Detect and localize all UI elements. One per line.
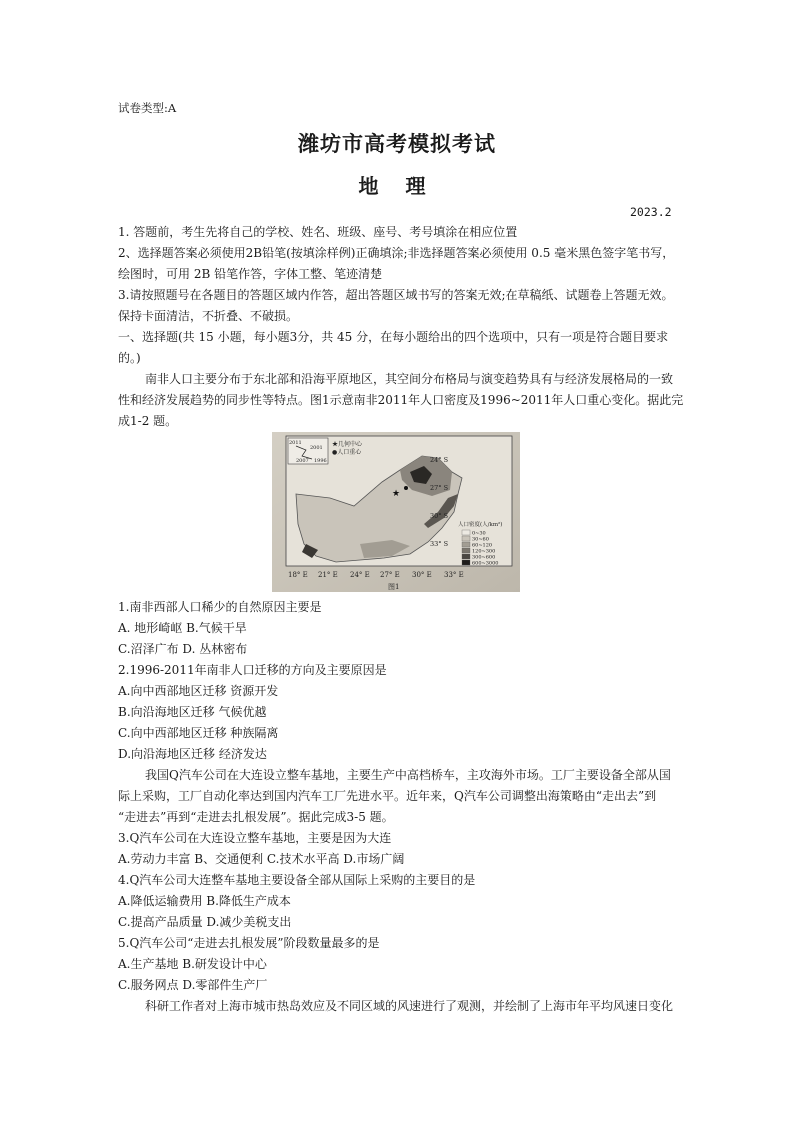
- answer-options: C.服务网点 D.零部件生产厂: [118, 978, 268, 992]
- legend-item: 600~3000: [472, 560, 499, 567]
- passage-line: 性和经济发展趋势的同步性等特点。图1示意南非2011年人口密度及1996~2011年人口重心变化。据此完: [118, 393, 684, 407]
- lon-label: 21° E: [318, 571, 338, 579]
- paper-type: 试卷类型:A: [118, 101, 177, 115]
- instruction-line: 保持卡面清洁，不折叠、不破损。: [118, 309, 299, 323]
- legend-item: 30~60: [472, 536, 489, 543]
- inset-year: 1996: [314, 458, 327, 464]
- answer-option: C.向中西部地区迁移 种族隔离: [118, 726, 279, 740]
- answer-option: D.向沿海地区迁移 经济发达: [118, 747, 267, 761]
- passage-line: 成1-2 题。: [118, 414, 178, 428]
- inset-year: 2011: [289, 440, 302, 446]
- instruction-line: 2、选择题答案必须使用2B铅笔(按填涂样例)正确填涂;非选择题答案必须使用 0.5 毫米黑色签字笔书写，: [118, 246, 675, 260]
- legend-swatch: [462, 560, 470, 565]
- star-icon: ★: [392, 489, 401, 499]
- section-header: 的。): [118, 351, 141, 365]
- section-header: 一、选择题(共 15 小题，每小题3分，共 45 分，在每小题给出的四个选项中，只有一项是符合题目要求: [118, 330, 669, 344]
- question-stem: 4.Q汽车公司大连整车基地主要设备全部从国际上采购的主要目的是: [118, 873, 476, 887]
- answer-options: A.生产基地 B.研发设计中心: [118, 957, 267, 971]
- figure-caption: 图1: [388, 583, 400, 591]
- population-centroid-dot: [404, 486, 408, 490]
- exam-date: 2023.2: [630, 205, 672, 219]
- answer-option: A.向中西部地区迁移 资源开发: [118, 684, 279, 698]
- lat-label: 33° S: [430, 540, 449, 548]
- legend-swatch: [462, 542, 470, 547]
- lon-label: 24° E: [350, 571, 370, 579]
- answer-options: C.沼泽广布 D. 丛林密布: [118, 642, 248, 656]
- density-legend-title: 人口密度(人/km²): [458, 522, 503, 528]
- answer-options: A.劳动力丰富 B、交通便利 C.技术水平高 D.市场广阔: [118, 852, 405, 866]
- subject-title: 地 理: [358, 174, 436, 198]
- legend-geometric-center: ★几何中心: [332, 441, 363, 448]
- question-stem: 3.Q汽车公司在大连设立整车基地，主要是因为大连: [118, 831, 392, 845]
- legend-swatch: [462, 554, 470, 559]
- passage-line: 我国Q汽车公司在大连设立整车基地，主要生产中高档桥车，主攻海外市场。工厂主要设备全部从国: [145, 768, 671, 782]
- legend-item: 0~30: [472, 530, 486, 537]
- lat-label: 24° S: [430, 456, 449, 464]
- lat-label: 30° S: [430, 512, 449, 520]
- inset-year: 2007: [296, 458, 309, 464]
- passage-line: 科研工作者对上海市城市热岛效应及不同区域的风速进行了观测，并绘制了上海市年平均风速日变化: [145, 999, 674, 1013]
- instruction-line: 1. 答题前，考生先将自己的学校、姓名、班级、座号、考号填涂在相应位置: [118, 225, 518, 239]
- legend-item: 60~120: [472, 542, 493, 549]
- passage-line: “走进去”再到“走进去扎根发展”。据此完成3-5 题。: [118, 810, 394, 824]
- question-stem: 2.1996-2011年南非人口迁移的方向及主要原因是: [118, 663, 387, 677]
- legend-swatch: [462, 548, 470, 553]
- answer-options: C.提高产品质量 D.减少美税支出: [118, 915, 292, 929]
- lon-label: 27° E: [380, 571, 400, 579]
- legend-swatch: [462, 530, 470, 535]
- lon-label: 33° E: [444, 571, 464, 579]
- map-figure: [272, 432, 520, 592]
- instruction-line: 3.请按照题号在各题目的答题区域内作答，超出答题区域书写的答案无效;在草稿纸、试题卷上答题无效。: [118, 288, 674, 302]
- legend-population-centroid: ●人口重心: [332, 449, 362, 456]
- passage-line: 际上采购，工厂自动化率达到国内汽车工厂先进水平。近年来，Q汽车公司调整出海策略由“走出去”到: [118, 789, 657, 803]
- answer-options: A.降低运输费用 B.降低生产成本: [118, 894, 291, 908]
- answer-options: A. 地形崎岖 B.气候干旱: [118, 621, 247, 635]
- legend-item: 300~600: [472, 554, 496, 561]
- question-stem: 1.南非西部人口稀少的自然原因主要是: [118, 600, 322, 614]
- passage-line: 南非人口主要分布于东北部和沿海平原地区，其空间分布格局与演变趋势具有与经济发展格局的一致: [145, 372, 674, 386]
- inset-year: 2001: [310, 445, 323, 451]
- population-density-map: [272, 432, 520, 592]
- answer-option: B.向沿海地区迁移 气候优越: [118, 705, 267, 719]
- exam-title: 潍坊市高考模拟考试: [298, 131, 496, 156]
- instruction-line: 绘图时，可用 2B 铅笔作答，字体工整、笔迹清楚: [118, 267, 383, 281]
- question-stem: 5.Q汽车公司“走进去扎根发展”阶段数量最多的是: [118, 936, 380, 950]
- lon-label: 18° E: [288, 571, 308, 579]
- legend-swatch: [462, 536, 470, 541]
- lat-label: 27° S: [430, 484, 449, 492]
- lon-label: 30° E: [412, 571, 432, 579]
- legend-item: 120~300: [472, 548, 496, 555]
